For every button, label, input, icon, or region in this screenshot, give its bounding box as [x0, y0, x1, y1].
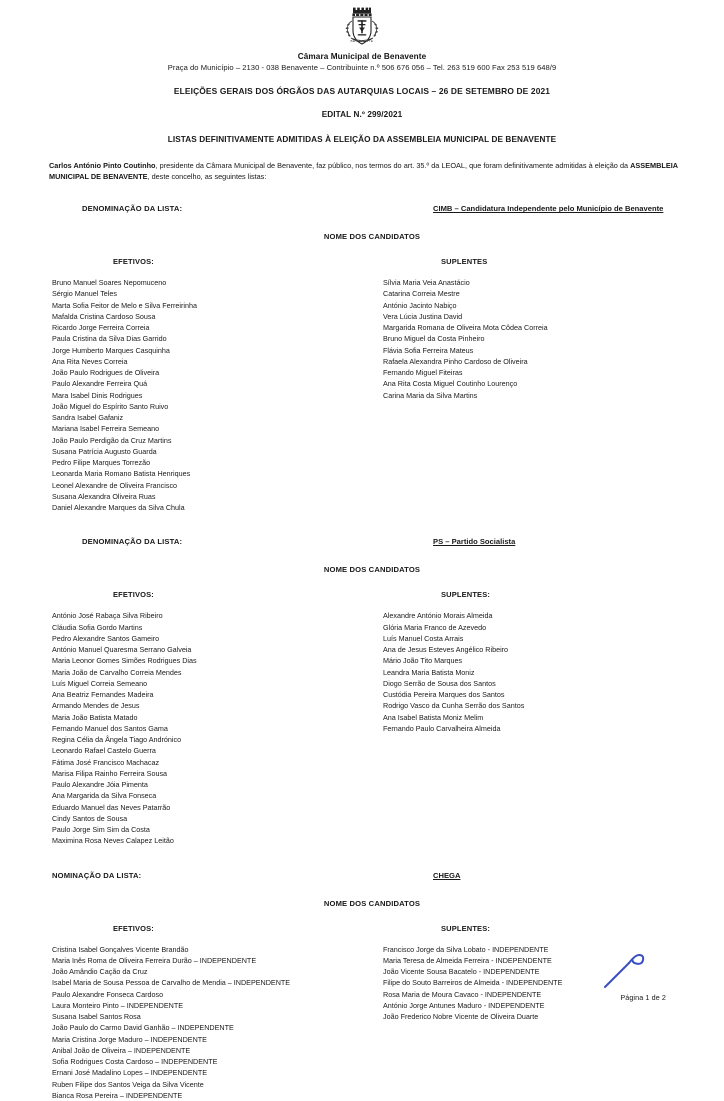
denomination-label-1: DENOMINAÇÃO DA LISTA: [82, 204, 183, 214]
candidate-name: Ana de Jesus Esteves Angélico Ribeiro [383, 645, 509, 655]
efetivos-column-2 [52, 610, 352, 846]
candidate-list-block-2 [0, 537, 724, 846]
candidate-name: Regina Célia da Ângela Tiago Andrónico [52, 735, 182, 745]
denomination-label-2: DENOMINAÇÃO DA LISTA: [82, 537, 183, 547]
candidate-name: Custódia Pereira Marques dos Santos [383, 690, 505, 700]
candidate-name: Cristina Isabel Gonçalves Vicente Brandão [52, 944, 189, 954]
document-subtitle: LISTAS DEFINITIVAMENTE ADMITIDAS À ELEIÇÃO DA ASSEMBLEIA MUNICIPAL DE BENAVENTE [167, 135, 557, 144]
candidate-name: Pedro Filipe Marques Torrezão [52, 458, 151, 468]
letterhead [0, 0, 724, 72]
candidate-name: João Frederico Nobre Vicente de Oliveira Duarte [383, 1012, 539, 1022]
candidate-name: Bruno Manuel Soares Nepomuceno [52, 278, 167, 288]
intro-text-part2: , deste concelho, as seguintes listas: [147, 172, 267, 182]
candidate-name: Carina Maria da Silva Martins [383, 390, 478, 400]
column-headers-1 [0, 257, 724, 269]
column-headers-2 [0, 590, 724, 602]
efetivos-list-3 [52, 944, 352, 1101]
candidate-name: João Miguel do Espírito Santo Ruivo [52, 401, 169, 411]
names-wrapper-1 [0, 277, 724, 513]
handwritten-signature-mark [602, 950, 648, 990]
candidate-name: Ruben Filipe dos Santos Veiga da Silva Vicente [52, 1079, 204, 1089]
candidate-name: Fernando Paulo Carvalheira Almeida [383, 723, 501, 733]
candidate-name: João Paulo do Carmo David Ganhão – INDEPENDENTE [52, 1023, 234, 1033]
candidate-name: João Paulo Perdigão da Cruz Martins [52, 435, 172, 445]
candidate-name: Anibal João de Oliveira – INDEPENDENTE [52, 1045, 191, 1055]
candidate-name: Maria João de Carvalho Correia Mendes [52, 667, 182, 677]
candidate-name: Leandra Maria Batista Moniz [383, 667, 475, 677]
candidate-name: João Paulo Rodrigues de Oliveira [52, 368, 160, 378]
candidate-name: Flávia Sofia Ferreira Mateus [383, 345, 474, 355]
candidate-name: António Jorge Antunes Maduro - INDEPENDENTE [383, 1000, 545, 1010]
candidate-name: Maria Teresa de Almeida Ferreira - INDEPENDENTE [383, 955, 552, 965]
president-name: Carlos António Pinto Coutinho [49, 161, 156, 170]
candidate-name: Paulo Alexandre Ferreira Quá [52, 379, 148, 389]
candidate-name: Jorge Humberto Marques Casquinha [52, 345, 170, 355]
list-denomination-1: CIMB – Candidatura Independente pelo Município de Benavente [433, 204, 664, 214]
suplentes-header-3: SUPLENTES: [441, 923, 491, 933]
candidate-name: Leonel Alexandre de Oliveira Francisco [52, 480, 178, 490]
candidate-name: Maria Leonor Gomes Simões Rodrigues Dias [52, 656, 197, 666]
candidate-name: Sofia Rodrigues Costa Cardoso – INDEPENDENTE [52, 1057, 218, 1067]
candidate-name: Vera Lúcia Justina David [383, 311, 463, 321]
efetivos-column-3 [52, 944, 352, 1101]
efetivos-column-1 [52, 277, 352, 513]
candidate-name: Mafalda Cristina Cardoso Sousa [52, 311, 156, 321]
suplentes-column-2 [383, 610, 693, 734]
candidate-name: António Manuel Quaresma Serrano Galveia [52, 645, 192, 655]
candidate-name: Sílvia Maria Veia Anastácio [383, 278, 470, 288]
candidate-name: Margarida Romana de Oliveira Mota Côdea Correia [383, 323, 548, 333]
efetivos-header-3: EFETIVOS: [113, 923, 154, 933]
candidate-name: Ricardo Jorge Ferreira Correia [52, 323, 150, 333]
candidate-name: António José Rabaça Silva Ribeiro [52, 611, 163, 621]
candidate-name: Armando Mendes de Jesus [52, 701, 140, 711]
candidate-name: Rosa Maria de Moura Cavaco - INDEPENDENTE [383, 989, 542, 999]
denomination-row-3 [52, 871, 684, 884]
candidate-name: Isabel Maria de Sousa Pessoa de Carvalho de Mendia – INDEPENDENTE [52, 978, 291, 988]
denomination-row-1 [52, 204, 684, 217]
candidates-heading-1: NOME DOS CANDIDATOS [323, 232, 421, 242]
candidate-name: Rodrigo Vasco da Cunha Serrão dos Santos [383, 701, 525, 711]
candidate-name: Eduardo Manuel das Neves Patarrão [52, 802, 171, 812]
list-denomination-2: PS – Partido Socialista [433, 537, 516, 547]
candidate-name: Catarina Correia Mestre [383, 289, 460, 299]
candidates-heading-2: NOME DOS CANDIDATOS [323, 565, 421, 575]
candidate-name: Maximina Rosa Neves Calapez Leitão [52, 836, 174, 846]
candidate-name: Cláudia Sofia Gordo Martins [52, 622, 143, 632]
nomination-label-3: NOMINAÇÃO DA LISTA: [52, 870, 142, 880]
candidate-name: Luís Manuel Costa Arrais [383, 633, 464, 643]
candidate-name: Mário João Tito Marques [383, 656, 463, 666]
suplentes-header-2: SUPLENTES: [441, 590, 491, 600]
list-denomination-3: CHEGA [433, 870, 461, 880]
candidate-name: Fernando Manuel dos Santos Gama [52, 723, 168, 733]
intro-text-part1: , presidente da Câmara Municipal de Benavente, faz público, nos termos do art. 35.º da LEOAL, que foram definitivamente admitidas à eleição da [155, 161, 631, 170]
candidate-name: Bruno Miguel da Costa Pinheiro [383, 334, 485, 344]
candidate-name: Paula Cristina da Silva Dias Garrido [52, 334, 167, 344]
candidate-name: Sandra Isabel Gafaniz [52, 413, 124, 423]
candidate-name: Cindy Santos de Sousa [52, 813, 128, 823]
candidate-name: Marisa Filipa Rainho Ferreira Sousa [52, 768, 168, 778]
candidate-name: Rafaela Alexandra Pinho Cardoso de Oliveira [383, 356, 528, 366]
candidate-name: Maria Cristina Jorge Maduro – INDEPENDENTE [52, 1034, 207, 1044]
candidate-name: Filipe do Souto Barreiros de Almeida - INDEPENDENTE [383, 978, 563, 988]
candidate-name: António Jacinto Nabiço [383, 300, 457, 310]
names-wrapper-2 [0, 610, 724, 846]
candidate-name: Marta Sofia Feitor de Melo e Silva Ferreirinha [52, 300, 198, 310]
candidate-name: Paulo Jorge Sim Sim da Costa [52, 825, 150, 835]
column-headers-3 [0, 924, 724, 936]
candidate-name: João Amândio Cação da Cruz [52, 967, 148, 977]
page-number: Página 1 de 2 [620, 993, 666, 1002]
suplentes-list-2 [383, 610, 693, 734]
candidate-name: Paulo Alexandre Jóia Pimenta [52, 780, 148, 790]
denomination-row-2 [52, 537, 684, 550]
intro-paragraph [49, 160, 678, 182]
svg-text:BENAVENTE: BENAVENTE [350, 39, 374, 44]
candidate-name: Ernani José Madalino Lopes – INDEPENDENTE [52, 1068, 208, 1078]
candidate-name: Maria Inês Roma de Oliveira Ferreira Durão – INDEPENDENTE [52, 955, 257, 965]
candidate-name: Francisco Jorge da Silva Lobato - INDEPENDENTE [383, 944, 549, 954]
candidate-name: Susana Alexandra Oliveira Ruas [52, 491, 156, 501]
candidate-name: Ana Isabel Batista Moniz Melim [383, 712, 484, 722]
efetivos-list-2 [52, 610, 352, 846]
assembly-name: ASSEMBLEIA MUNICIPAL DE BENAVENTE [49, 161, 678, 182]
election-title: ELEIÇÕES GERAIS DOS ÓRGÃOS DAS AUTARQUIAS LOCAIS – 26 DE SETEMBRO DE 2021 [173, 86, 551, 96]
candidate-name: Glória Maria Franco de Azevedo [383, 622, 487, 632]
candidate-name: Leonardo Rafael Castelo Guerra [52, 746, 156, 756]
candidate-name: João Vicente Sousa Bacatelo - INDEPENDENTE [383, 967, 540, 977]
candidate-name: Daniel Alexandre Marques da Silva Chula [52, 503, 185, 513]
candidate-name: Sérgio Manuel Teles [52, 289, 117, 299]
efetivos-header-2: EFETIVOS: [113, 590, 154, 600]
candidate-name: Pedro Alexandre Santos Gameiro [52, 633, 160, 643]
candidate-name: Mariana Isabel Ferreira Semeano [52, 424, 160, 434]
candidate-name: Luís Miguel Correia Semeano [52, 678, 148, 688]
candidates-heading-3: NOME DOS CANDIDATOS [323, 898, 421, 908]
candidate-name: Fátima José Francisco Machacaz [52, 757, 160, 767]
organization-address: Praça do Município – 2130 - 038 Benavente – Contribuinte n.º 506 676 056 – Tel. 263 519 600 Fax 253 519 648/9 [167, 63, 557, 72]
efetivos-list-1 [52, 277, 352, 513]
edital-number: EDITAL N.º 299/2021 [321, 110, 403, 119]
suplentes-column-1 [383, 277, 693, 401]
organization-name: Câmara Municipal de Benavente [297, 52, 427, 61]
candidate-name: Susana Isabel Santos Rosa [52, 1012, 141, 1022]
candidate-name: Laura Monteiro Pinto – INDEPENDENTE [52, 1000, 184, 1010]
candidate-name: Mara Isabel Dinis Rodrigues [52, 390, 143, 400]
efetivos-header-1: EFETIVOS: [113, 257, 154, 267]
candidate-name: Bianca Rosa Pereira – INDEPENDENTE [52, 1090, 183, 1100]
candidate-name: Susana Patrícia Augusto Guarda [52, 446, 157, 456]
candidate-name: Ana Rita Costa Miguel Coutinho Lourenço [383, 379, 518, 389]
suplentes-list-1 [383, 277, 693, 401]
benavente-coat-of-arms-icon [342, 7, 382, 51]
suplentes-header-1: SUPLENTES [441, 257, 488, 267]
candidate-name: Ana Margarida da Silva Fonseca [52, 791, 157, 801]
candidate-name: Alexandre António Morais Almeida [383, 611, 493, 621]
candidate-name: Paulo Alexandre Fonseca Cardoso [52, 989, 164, 999]
candidate-name: Diogo Serrão de Sousa dos Santos [383, 678, 496, 688]
candidate-name: Fernando Miguel Fiteiras [383, 368, 463, 378]
candidate-name: Leonarda Maria Romano Batista Henriques [52, 469, 191, 479]
candidate-name: Ana Rita Neves Correia [52, 356, 128, 366]
candidate-name: Ana Beatriz Fernandes Madeira [52, 690, 154, 700]
candidate-list-block-1 [0, 204, 724, 513]
candidate-name: Maria João Batista Matado [52, 712, 138, 722]
